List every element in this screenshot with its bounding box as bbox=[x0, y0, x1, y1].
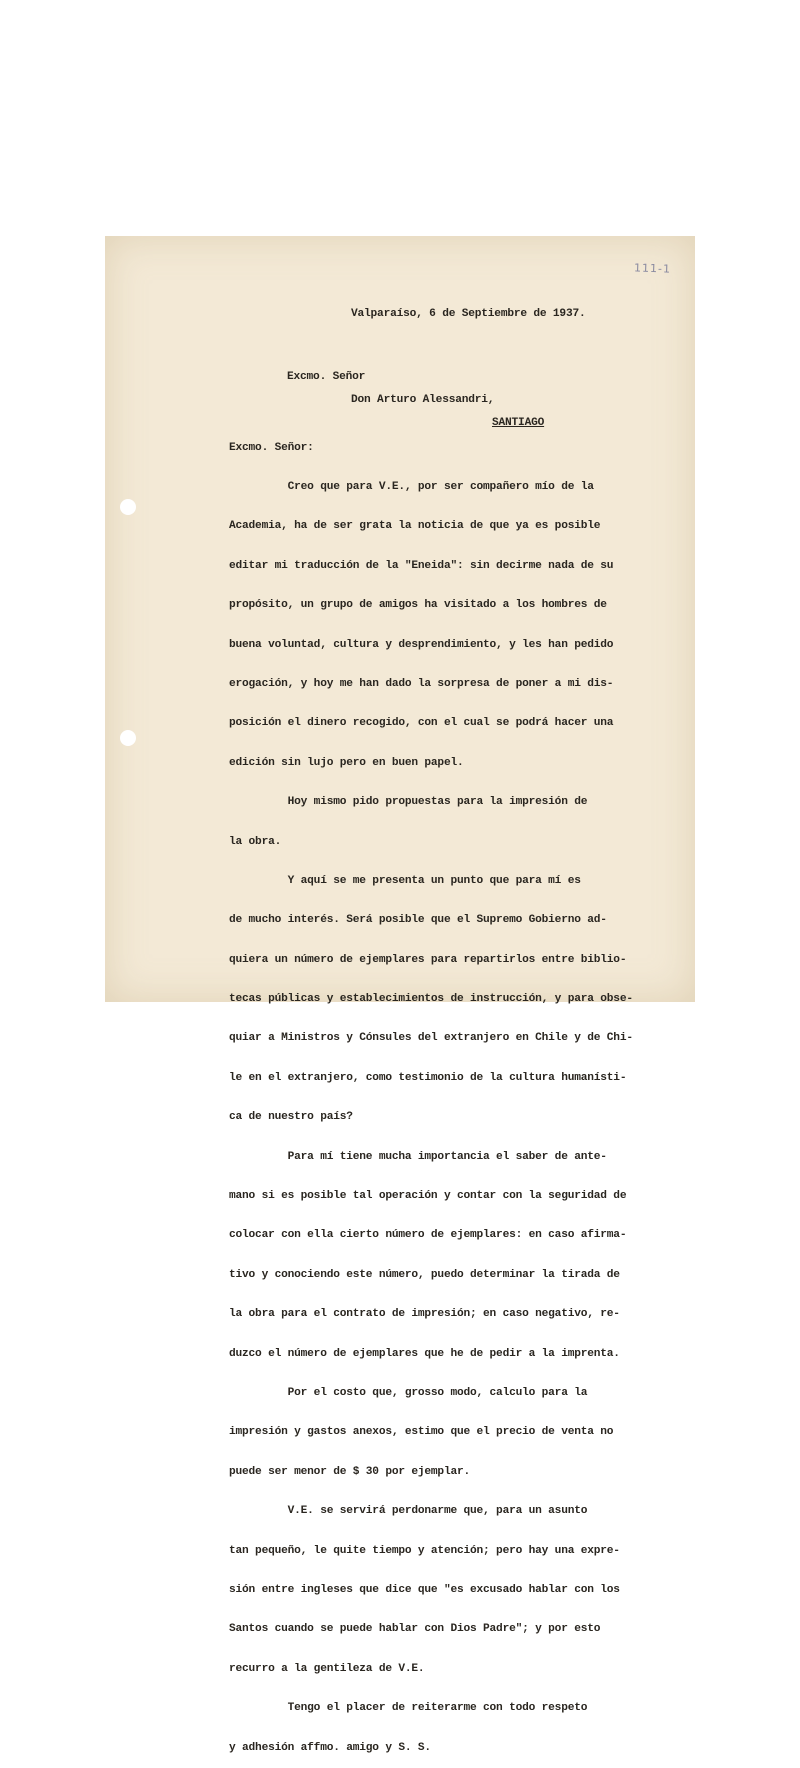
punch-hole-upper bbox=[120, 499, 136, 515]
body-line: Creo que para V.E., por ser compañero mío de la bbox=[229, 481, 594, 493]
body-line: Para mí tiene mucha importancia el saber de ante- bbox=[229, 1150, 607, 1163]
body-line: Academia, ha de ser grata la noticia de que ya es posible bbox=[229, 520, 601, 533]
recipient-city: SANTIAGO bbox=[492, 417, 545, 429]
body-line: la obra. bbox=[229, 835, 282, 848]
archive-reference: 111-1 bbox=[633, 261, 672, 276]
body-line: Santos cuando se puede hablar con Dios Padre"; y por esto bbox=[229, 1623, 601, 1636]
punch-hole-lower bbox=[120, 730, 136, 746]
date-line: Valparaíso, 6 de Septiembre de 1937. bbox=[351, 308, 586, 320]
body-line: posición el dinero recogido, con el cual se podrá hacer una bbox=[229, 717, 614, 730]
greeting: Excmo. Señor: bbox=[229, 442, 314, 454]
recipient-name: Don Arturo Alessandri, bbox=[351, 394, 495, 406]
body-line: erogación, y hoy me han dado la sorpresa de poner a mi dis- bbox=[229, 677, 614, 690]
salutation-top: Excmo. Señor bbox=[287, 371, 366, 383]
body-line: y adhesión affmo. amigo y S. S. bbox=[229, 1741, 431, 1754]
body-line: puede ser menor de $ 30 por ejemplar. bbox=[229, 1465, 471, 1478]
body-line: edición sin lujo pero en buen papel. bbox=[229, 756, 464, 769]
body-line: sión entre ingleses que dice que "es excusado hablar con los bbox=[229, 1583, 620, 1596]
body-line: colocar con ella cierto número de ejemplares: en caso afirma- bbox=[229, 1229, 627, 1242]
body-line: tivo y conociendo este número, puedo determinar la tirada de bbox=[229, 1268, 620, 1281]
body-line: Y aquí se me presenta un punto que para mí es bbox=[229, 874, 581, 887]
body-line: mano si es posible tal operación y contar con la seguridad de bbox=[229, 1190, 627, 1203]
body-line: V.E. se servirá perdonarme que, para un asunto bbox=[229, 1505, 588, 1518]
body-line: duzco el número de ejemplares que he de pedir a la imprenta. bbox=[229, 1347, 620, 1360]
body-line: le en el extranjero, como testimonio de la cultura humanísti- bbox=[229, 1071, 627, 1084]
letter-body bbox=[229, 455, 633, 1768]
body-line: propósito, un grupo de amigos ha visitado a los hombres de bbox=[229, 599, 607, 612]
body-line: ca de nuestro país? bbox=[229, 1111, 353, 1124]
body-line: Hoy mismo pido propuestas para la impresión de bbox=[229, 796, 588, 809]
body-line: de mucho interés. Será posible que el Supremo Gobierno ad- bbox=[229, 914, 607, 927]
body-line: quiera un número de ejemplares para repartirlos entre biblio- bbox=[229, 953, 627, 966]
body-line: Por el costo que, grosso modo, calculo para la bbox=[229, 1386, 588, 1399]
body-line: impresión y gastos anexos, estimo que el precio de venta no bbox=[229, 1426, 614, 1439]
body-line: tan pequeño, le quite tiempo y atención; pero hay una expre- bbox=[229, 1544, 620, 1557]
body-line: quiar a Ministros y Cónsules del extranjero en Chile y de Chi- bbox=[229, 1032, 633, 1045]
body-line: editar mi traducción de la "Eneida": sin decirme nada de su bbox=[229, 559, 614, 572]
body-line: buena voluntad, cultura y desprendimiento, y les han pedido bbox=[229, 638, 614, 651]
body-line: tecas públicas y establecimientos de instrucción, y para obse- bbox=[229, 993, 633, 1006]
body-line: recurro a la gentileza de V.E. bbox=[229, 1662, 425, 1675]
body-line: Tengo el placer de reiterarme con todo respeto bbox=[229, 1702, 588, 1715]
body-line: la obra para el contrato de impresión; en caso negativo, re- bbox=[229, 1308, 620, 1321]
